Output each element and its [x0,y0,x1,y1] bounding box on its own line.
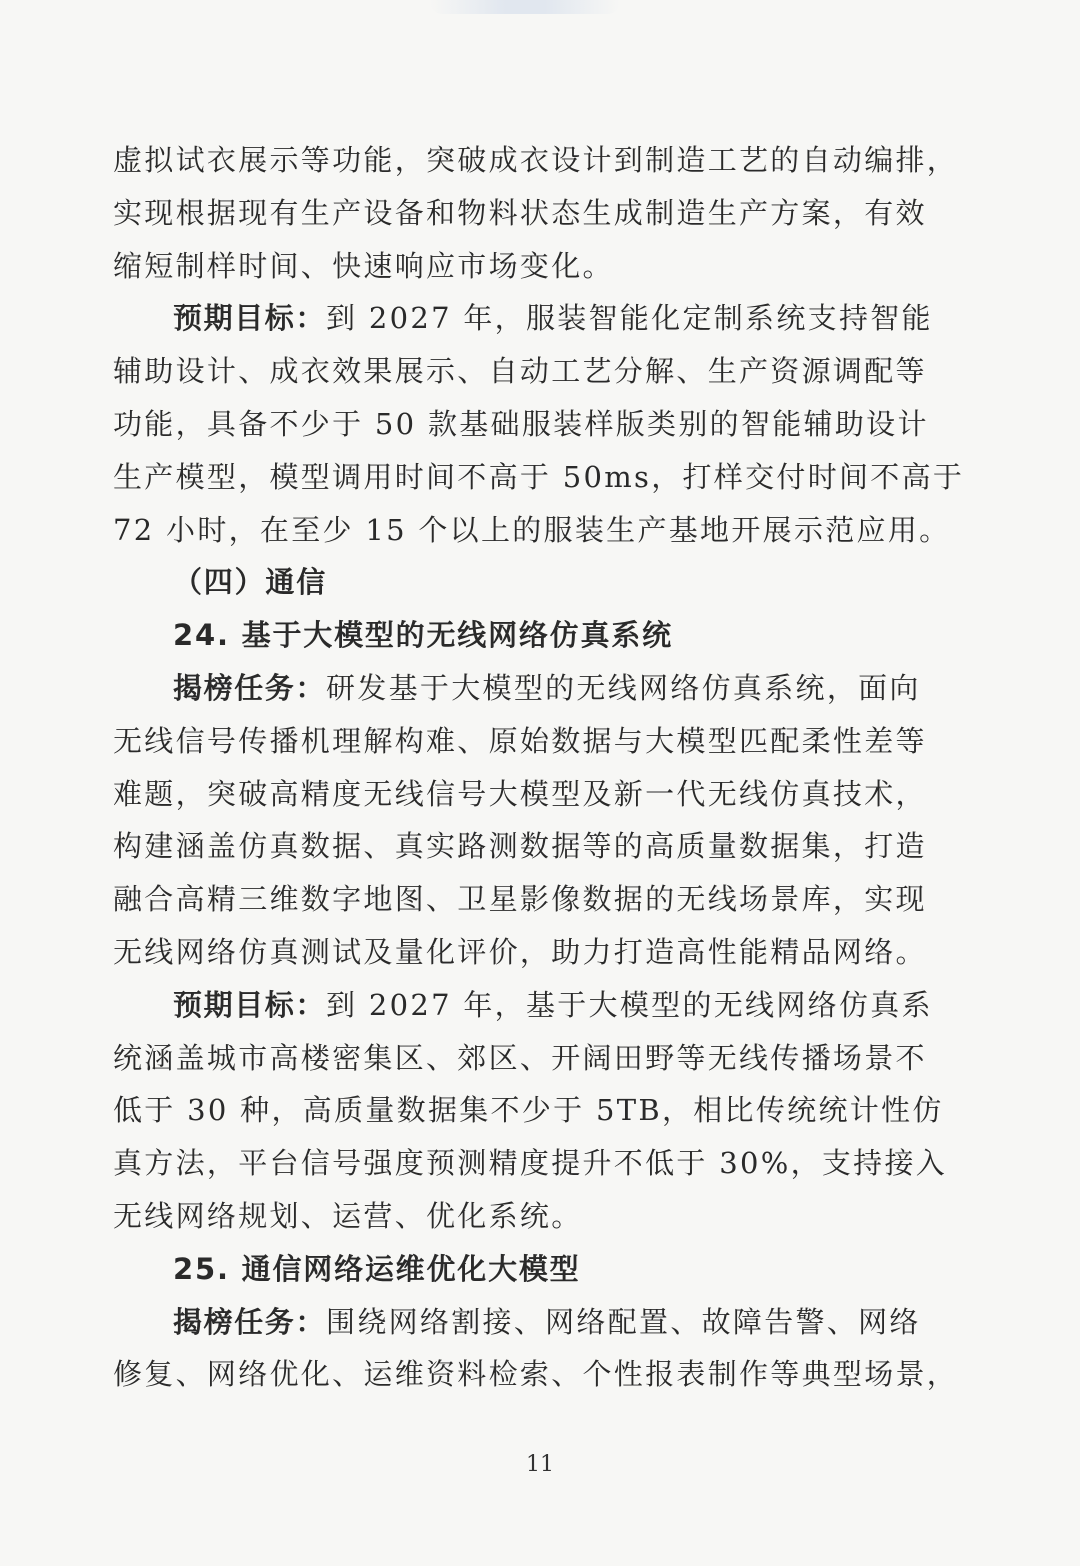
page-number: 11 [526,1452,554,1477]
text-line: 辅助设计、成衣效果展示、自动工艺分解、生产资源调配等 [113,354,927,389]
text-span: 到 2027 年，服装智能化定制系统支持智能 [326,301,933,336]
text-line: 统涵盖城市高楼密集区、郊区、开阔田野等无线传播场景不 [113,1040,927,1075]
text-span: 到 2027 年，基于大模型的无线网络仿真系 [326,987,933,1022]
text-line: 低于 30 种，高质量数据集不少于 5TB，相比传统统计性仿 [113,1093,944,1128]
text-line: 真方法，平台信号强度预测精度提升不低于 30%，支持接入 [113,1146,948,1181]
text-line: 功能，具备不少于 50 款基础服装样版类别的智能辅助设计 [113,406,929,441]
text-line: 72 小时，在至少 15 个以上的服装生产基地开展示范应用。 [113,512,951,547]
paragraph-first-line [113,662,921,715]
paragraph-first-line [113,292,933,345]
header-stamp-mark [430,0,620,14]
task-label: 揭榜任务： [173,1304,327,1339]
text-line: 无线网络规划、运营、优化系统。 [113,1198,583,1233]
text-line: 修复、网络优化、运维资料检索、个性报表制作等典型场景， [113,1357,959,1392]
text-line: 生产模型，模型调用时间不高于 50ms，打样交付时间不高于 [113,459,965,494]
text-line: 构建涵盖仿真数据、真实路测数据等的高质量数据集，打造 [113,829,927,864]
text-span: 围绕网络割接、网络配置、故障告警、网络 [326,1304,921,1339]
section-heading: （四）通信 [173,565,328,600]
text-line: 实现根据现有生产设备和物料状态生成制造生产方案，有效 [113,195,927,230]
text-line: 无线网络仿真测试及量化评价，助力打造高性能精品网络。 [113,934,927,969]
text-line: 融合高精三维数字地图、卫星影像数据的无线场景库，实现 [113,882,927,917]
text-line: 难题，突破高精度无线信号大模型及新一代无线仿真技术， [113,776,927,811]
text-line: 虚拟试衣展示等功能，突破成衣设计到制造工艺的自动编排， [113,143,959,177]
text-span: 研发基于大模型的无线网络仿真系统，面向 [326,670,921,705]
expected-goal-label: 预期目标： [173,301,327,336]
item-title-25: 25. 通信网络运维优化大模型 [173,1251,581,1286]
text-line: 缩短制样时间、快速响应市场变化。 [113,248,614,283]
document-body [113,134,965,1401]
paragraph-first-line [113,1296,921,1349]
expected-goal-label: 预期目标： [173,987,327,1022]
item-title-24: 24. 基于大模型的无线网络仿真系统 [173,618,673,653]
paragraph-first-line [113,979,933,1032]
text-line: 无线信号传播机理解构难、原始数据与大模型匹配柔性差等 [113,723,927,758]
task-label: 揭榜任务： [173,670,327,705]
